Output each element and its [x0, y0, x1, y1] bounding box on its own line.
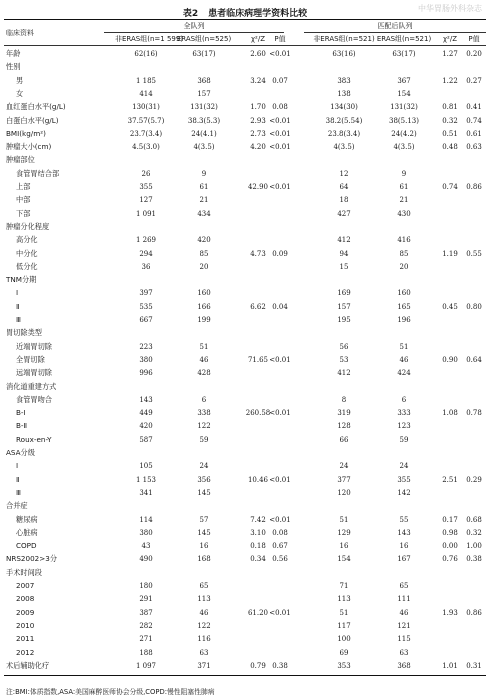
table-cell: 8 [341, 395, 347, 404]
table-cell: 160 [397, 289, 411, 298]
table-number: 表2 [182, 9, 199, 19]
table-cell: 56 [339, 342, 349, 351]
row-label: 糖尿病 [16, 514, 38, 524]
row-label: 中部 [16, 195, 31, 205]
header-col-2: χ²/Z [250, 35, 265, 43]
table-cell: 105 [139, 462, 153, 471]
table-cell: 37.57(5.7) [127, 116, 165, 125]
table-cell: 291 [139, 595, 153, 604]
table-cell: 1.70 [250, 103, 266, 112]
row-label: 肿瘤部位 [6, 155, 35, 165]
table-cell: 36 [141, 262, 151, 271]
table-cell: 188 [139, 648, 153, 657]
header-group-all: 全队列 [183, 22, 205, 30]
table-cell: 412 [337, 236, 351, 245]
table-cell: 9 [401, 169, 407, 178]
table-cell: 0.90 [442, 355, 458, 364]
row-label: ASA分级 [6, 448, 35, 457]
table-cell: 63 [399, 648, 409, 657]
row-label: 食管胃吻合 [16, 394, 52, 404]
table-cell: <0.01 [269, 129, 291, 138]
row-label: 2007 [16, 581, 35, 590]
table-cell: 355 [139, 183, 153, 191]
table-cell: 338 [197, 409, 211, 418]
table-cell: 0.00 [442, 542, 458, 551]
table-cell: 21 [199, 196, 209, 205]
table-cell: 46 [399, 608, 409, 617]
table-cell: 319 [337, 409, 351, 418]
table-cell: 55 [399, 515, 409, 524]
row-label: B-Ⅱ [16, 421, 28, 431]
table-cell: 122 [197, 422, 211, 431]
row-label: 合并症 [6, 501, 28, 511]
table-cell: 0.29 [466, 475, 482, 484]
table-cell: 367 [397, 76, 411, 85]
row-label: Ⅱ [16, 301, 20, 311]
row-label: NRS2002>3分 [6, 554, 58, 564]
table-cell: 4(3.5) [393, 143, 415, 152]
table-cell: 166 [197, 302, 211, 311]
table-cell: 412 [337, 369, 351, 378]
table-cell: 130(31) [132, 103, 160, 112]
table-cell: 62(16) [134, 50, 158, 58]
table-cell: 0.20 [466, 50, 482, 58]
row-label: 男 [16, 75, 24, 85]
row-label: 2011 [16, 634, 35, 644]
table-cell: 0.32 [442, 116, 458, 125]
row-label: Ⅲ [16, 487, 21, 497]
table-cell: 10.46 [247, 475, 269, 484]
table-cell: 131(32) [390, 103, 418, 112]
table-cell: 3.10 [250, 528, 266, 537]
table-cell: 199 [197, 316, 211, 324]
table-cell: 145 [197, 528, 211, 537]
table-cell: 51 [339, 608, 349, 617]
header-col-3: P值 [274, 35, 286, 43]
table-cell: 0.45 [442, 302, 458, 311]
table-cell: 397 [139, 289, 153, 298]
table-cell: 1.19 [442, 249, 458, 258]
table-cell: 195 [337, 316, 351, 324]
row-label: 远端胃切除 [16, 368, 52, 378]
table-cell: 377 [337, 475, 351, 484]
table-cell: 196 [397, 316, 411, 324]
table-cell: 167 [397, 555, 411, 564]
table-cell: 142 [397, 488, 411, 497]
table-cell: <0.01 [269, 475, 291, 484]
table-cell: 0.09 [272, 249, 288, 258]
table-cell: 0.56 [272, 555, 288, 564]
table-cell: 53 [339, 355, 349, 364]
table-cell: 1 097 [135, 661, 157, 670]
table-cell: 587 [139, 435, 153, 444]
table-cell: 123 [397, 422, 411, 431]
table-cell: 3.24 [250, 76, 266, 85]
table-cell: 46 [399, 355, 409, 364]
table-cell: 138 [337, 89, 351, 98]
table-cell: 6 [201, 395, 207, 404]
table-cell: 0.86 [466, 183, 482, 191]
table-cell: 0.76 [442, 555, 458, 564]
table-cell: 180 [139, 582, 153, 590]
table-cell: 0.04 [272, 302, 288, 311]
table-cell: 0.67 [272, 542, 288, 551]
row-label: Roux-en-Y [16, 434, 52, 444]
table-cell: 0.34 [250, 555, 266, 564]
table-cell: 94 [339, 249, 349, 258]
table-cell: 0.41 [466, 103, 482, 112]
table-cell: 333 [397, 409, 411, 418]
row-label: 2010 [16, 620, 35, 630]
table-cell: 996 [139, 369, 153, 378]
table-cell: 0.38 [466, 555, 482, 564]
table-cell: <0.01 [269, 608, 291, 617]
table-cell: 0.32 [466, 528, 482, 537]
table-cell: 1.08 [442, 409, 458, 418]
table-cell: 282 [139, 621, 153, 630]
table-cell: 66 [339, 435, 349, 444]
table-cell: 100 [337, 635, 351, 644]
table-cell: 169 [337, 289, 351, 298]
table-cell: 380 [139, 528, 153, 537]
table-cell: 65 [399, 582, 409, 590]
table-cell: 0.18 [250, 542, 266, 551]
table-cell: 387 [139, 608, 153, 617]
row-label: 白蛋白水平(g/L) [6, 115, 59, 125]
table-cell: 120 [337, 488, 351, 497]
table-title: 患者临床病理学资料比较 [208, 9, 308, 19]
row-label: Ⅱ [16, 474, 20, 484]
row-label: COPD [16, 541, 37, 551]
table-cell: 371 [197, 661, 211, 670]
table-cell: 65 [199, 582, 209, 590]
header-col-0: 非ERAS组(n=1 599) [115, 35, 184, 43]
table-cell: 61 [399, 183, 409, 191]
table-cell: 535 [139, 302, 153, 311]
row-label: 高分化 [16, 235, 38, 245]
table-cell: 0.80 [466, 302, 482, 311]
table-cell: 63(17) [392, 50, 416, 58]
table-cell: 116 [197, 635, 211, 644]
table-cell: 2.51 [442, 475, 458, 484]
table-cell: 16 [199, 542, 209, 551]
bottom-rule [4, 675, 486, 676]
table-cell: <0.01 [269, 183, 291, 191]
table-cell: 0.55 [466, 249, 482, 258]
table-cell: <0.01 [269, 409, 291, 418]
table-cell: 160 [197, 289, 211, 298]
table-cell: 26 [141, 169, 151, 178]
row-label: 食管胃结合部 [16, 168, 60, 178]
table-cell: 157 [197, 89, 211, 98]
table-cell: 368 [397, 661, 411, 670]
table-cell: 20 [399, 262, 409, 271]
table-cell: 353 [337, 661, 351, 670]
row-label: 肿瘤分化程度 [6, 221, 50, 231]
row-label: 性别 [6, 62, 21, 72]
row-label: TNM分期 [6, 275, 37, 285]
table-cell: 71 [339, 582, 349, 590]
table-cell: 143 [397, 528, 411, 537]
table-cell: 16 [399, 542, 409, 551]
table-cell: 0.17 [442, 515, 458, 524]
table-cell: 15 [339, 262, 349, 271]
table-cell: 113 [337, 595, 351, 604]
table-cell: 122 [197, 621, 211, 630]
table-cell: 0.07 [272, 76, 288, 85]
table-cell: 0.08 [272, 103, 288, 112]
table-cell: 38.3(5.3) [187, 116, 221, 125]
table-cell: 0.86 [466, 608, 482, 617]
table-cell: 38(5.13) [389, 116, 419, 125]
table-cell: 1 185 [135, 76, 157, 85]
table-cell: 168 [197, 555, 211, 564]
table-cell: 434 [197, 209, 211, 218]
table-cell: 57 [199, 515, 209, 524]
row-label: Ⅰ [16, 288, 19, 298]
header-subrule-matched [304, 32, 486, 33]
table-cell: 51 [199, 342, 209, 351]
row-label: 胃切除类型 [6, 328, 42, 338]
row-label: 中分化 [16, 248, 38, 258]
table-cell: 121 [397, 621, 411, 630]
table-cell: 4.5(3.0) [132, 143, 160, 152]
table-cell: 0.81 [442, 103, 458, 112]
table-cell: 1 091 [135, 209, 157, 218]
table-cell: 51 [399, 342, 409, 351]
table-cell: 4.20 [250, 143, 266, 152]
header-col-6: χ²/Z [442, 35, 457, 43]
table-cell: 59 [399, 435, 409, 444]
table-cell: 430 [397, 209, 411, 218]
table-cell: 46 [199, 355, 209, 364]
table-cell: 16 [339, 542, 349, 551]
table-cell: 134(30) [330, 103, 358, 112]
row-label: B-Ⅰ [16, 408, 26, 418]
table-cell: 61.20 [247, 608, 269, 617]
table-cell: 23.7(3.4) [129, 129, 163, 138]
row-label: 术后辅助化疗 [6, 660, 50, 670]
table-cell: 43 [141, 542, 151, 551]
table-cell: 154 [337, 555, 351, 564]
table-cell: 24(4.2) [391, 129, 417, 138]
table-cell: 64 [339, 183, 349, 191]
table-cell: 111 [397, 595, 411, 604]
table-cell: <0.01 [269, 116, 291, 125]
table-cell: <0.01 [269, 50, 291, 58]
row-label: 近端胃切除 [16, 341, 52, 351]
table-cell: 46 [199, 608, 209, 617]
table-cell: 0.31 [466, 661, 482, 670]
table-cell: 143 [139, 395, 153, 404]
row-label: 肿瘤大小(cm) [6, 142, 52, 152]
table-cell: 1.00 [466, 542, 482, 551]
table-cell: 71.65 [247, 355, 269, 364]
table-cell: 18 [339, 196, 349, 205]
table-cell: <0.01 [269, 355, 291, 364]
header-col-5: ERAS组(n=521) [376, 35, 432, 43]
table-cell: 61 [199, 183, 209, 191]
table-cell: 0.61 [466, 129, 482, 138]
table-cell: 0.51 [442, 129, 458, 138]
header-col-4: 非ERAS组(n=521) [313, 35, 375, 43]
table-cell: 0.08 [272, 528, 288, 537]
table-cell: 1.93 [442, 608, 458, 617]
table-cell: 449 [139, 409, 153, 418]
table-cell: 85 [399, 249, 409, 258]
table-cell: 24 [339, 462, 349, 471]
table-cell: 6.62 [250, 302, 266, 311]
table-cell: 416 [397, 236, 411, 245]
row-label: 2008 [16, 594, 35, 604]
table-cell: 2.93 [250, 116, 266, 125]
row-label: 心脏病 [16, 527, 38, 537]
header-group-matched: 匹配后队列 [377, 22, 413, 30]
table-cell: 0.38 [272, 661, 288, 670]
table-cell: 12 [339, 169, 349, 178]
table-cell: 356 [197, 475, 211, 484]
table-cell: 414 [139, 89, 153, 98]
table-cell: 0.68 [466, 515, 482, 524]
table-cell: 24 [399, 462, 409, 471]
header-col-7: P值 [468, 35, 480, 43]
table-cell: 145 [197, 488, 211, 497]
table-cell: 428 [197, 369, 211, 378]
table-cell: 21 [399, 196, 409, 205]
table-cell: 223 [139, 342, 153, 351]
table-cell: 1.22 [442, 76, 458, 85]
row-label: 消化道重建方式 [6, 381, 57, 391]
table-cell: 20 [199, 262, 209, 271]
table-cell: 424 [397, 369, 411, 378]
table-cell: 24 [199, 462, 209, 471]
table-cell: 271 [139, 635, 153, 644]
row-label: 2012 [16, 647, 35, 657]
table-cell: 0.64 [466, 355, 482, 364]
table-cell: 113 [197, 595, 211, 604]
header-col-1: ERAS组(n=525) [176, 35, 232, 43]
table-cell: 85 [199, 249, 209, 258]
header-rule [4, 45, 486, 46]
table-cell: 260.58 [245, 409, 271, 418]
table-footnote: 注:BMI:体质指数,ASA:美国麻醉医师协会分级,COPD:慢性阻塞性肺病 [6, 688, 215, 696]
row-label: 全胃切除 [16, 354, 45, 364]
table-cell: 0.27 [466, 76, 482, 85]
table-cell: 490 [139, 555, 153, 564]
table-cell: 0.63 [466, 143, 482, 152]
table-cell: 1.27 [442, 50, 458, 58]
table-cell: 23.8(3.4) [327, 129, 361, 138]
table-cell: 127 [139, 196, 153, 205]
top-rule [4, 19, 486, 20]
table-cell: 0.98 [442, 528, 458, 537]
table-cell: 42.90 [247, 183, 269, 191]
table-cell: 667 [139, 316, 153, 324]
table-cell: 114 [139, 515, 153, 524]
table-cell: 165 [397, 302, 411, 311]
table-cell: 1 269 [135, 236, 157, 245]
table-cell: 2.73 [250, 129, 266, 138]
table-cell: 131(32) [190, 103, 218, 112]
row-label: 女 [16, 88, 24, 98]
table-cell: 4(3.5) [193, 143, 215, 152]
table-caption [0, 6, 490, 19]
table-cell: 63(17) [192, 50, 216, 58]
table-cell: 117 [337, 621, 351, 630]
table-cell: 0.74 [442, 183, 458, 191]
table-cell: 128 [337, 422, 351, 431]
table-cell: 9 [201, 169, 207, 178]
row-label: Ⅰ [16, 461, 19, 471]
table-cell: 2.60 [250, 50, 266, 58]
row-label: Ⅲ [16, 315, 21, 324]
table-cell: 7.42 [250, 515, 266, 524]
table-cell: 129 [337, 528, 351, 537]
row-label: 2009 [16, 607, 35, 617]
table-cell: 427 [337, 209, 351, 218]
table-cell: 24(4.1) [191, 129, 217, 138]
row-label: 年龄 [6, 49, 21, 58]
table-cell: 0.78 [466, 409, 482, 418]
table-cell: 51 [339, 515, 349, 524]
row-label: 低分化 [16, 261, 38, 271]
row-label: 手术时间段 [6, 567, 42, 577]
table-cell: 0.79 [250, 661, 266, 670]
table-cell: 115 [397, 635, 411, 644]
table-cell: 355 [397, 475, 411, 484]
table-cell: 1 153 [135, 475, 157, 484]
table-cell: <0.01 [269, 515, 291, 524]
table-cell: 4(3.5) [333, 143, 355, 152]
table-cell: 368 [197, 76, 211, 85]
table-cell: 294 [139, 249, 153, 258]
row-label: 下部 [16, 208, 31, 218]
row-label: BMI(kg/m²) [6, 128, 46, 138]
table-cell: 63(16) [332, 50, 356, 58]
table-cell: 69 [339, 648, 349, 657]
table-cell: 383 [337, 76, 351, 85]
table-cell: 380 [139, 355, 153, 364]
table-cell: <0.01 [269, 143, 291, 152]
table-cell: 4.73 [250, 249, 266, 258]
table-cell: 59 [199, 435, 209, 444]
table-cell: 0.48 [442, 143, 458, 152]
row-label: 血红蛋白水平(g/L) [6, 102, 66, 112]
table-cell: 420 [197, 236, 211, 245]
row-label: 上部 [16, 182, 31, 191]
table-cell: 154 [397, 89, 411, 98]
table-cell: 1.01 [442, 661, 458, 670]
table-cell: 6 [401, 395, 407, 404]
header-subrule-all [104, 32, 284, 33]
table-cell: 341 [139, 488, 153, 497]
table-cell: 0.74 [466, 116, 482, 125]
header-clinical-data: 临床资料 [6, 29, 34, 37]
watermark: 中华胃肠外科杂志 [418, 4, 482, 13]
table-cell: 38.2(5.54) [325, 116, 363, 125]
table-cell: 63 [199, 648, 209, 657]
table-cell: 420 [139, 422, 153, 431]
table-cell: 157 [337, 302, 351, 311]
